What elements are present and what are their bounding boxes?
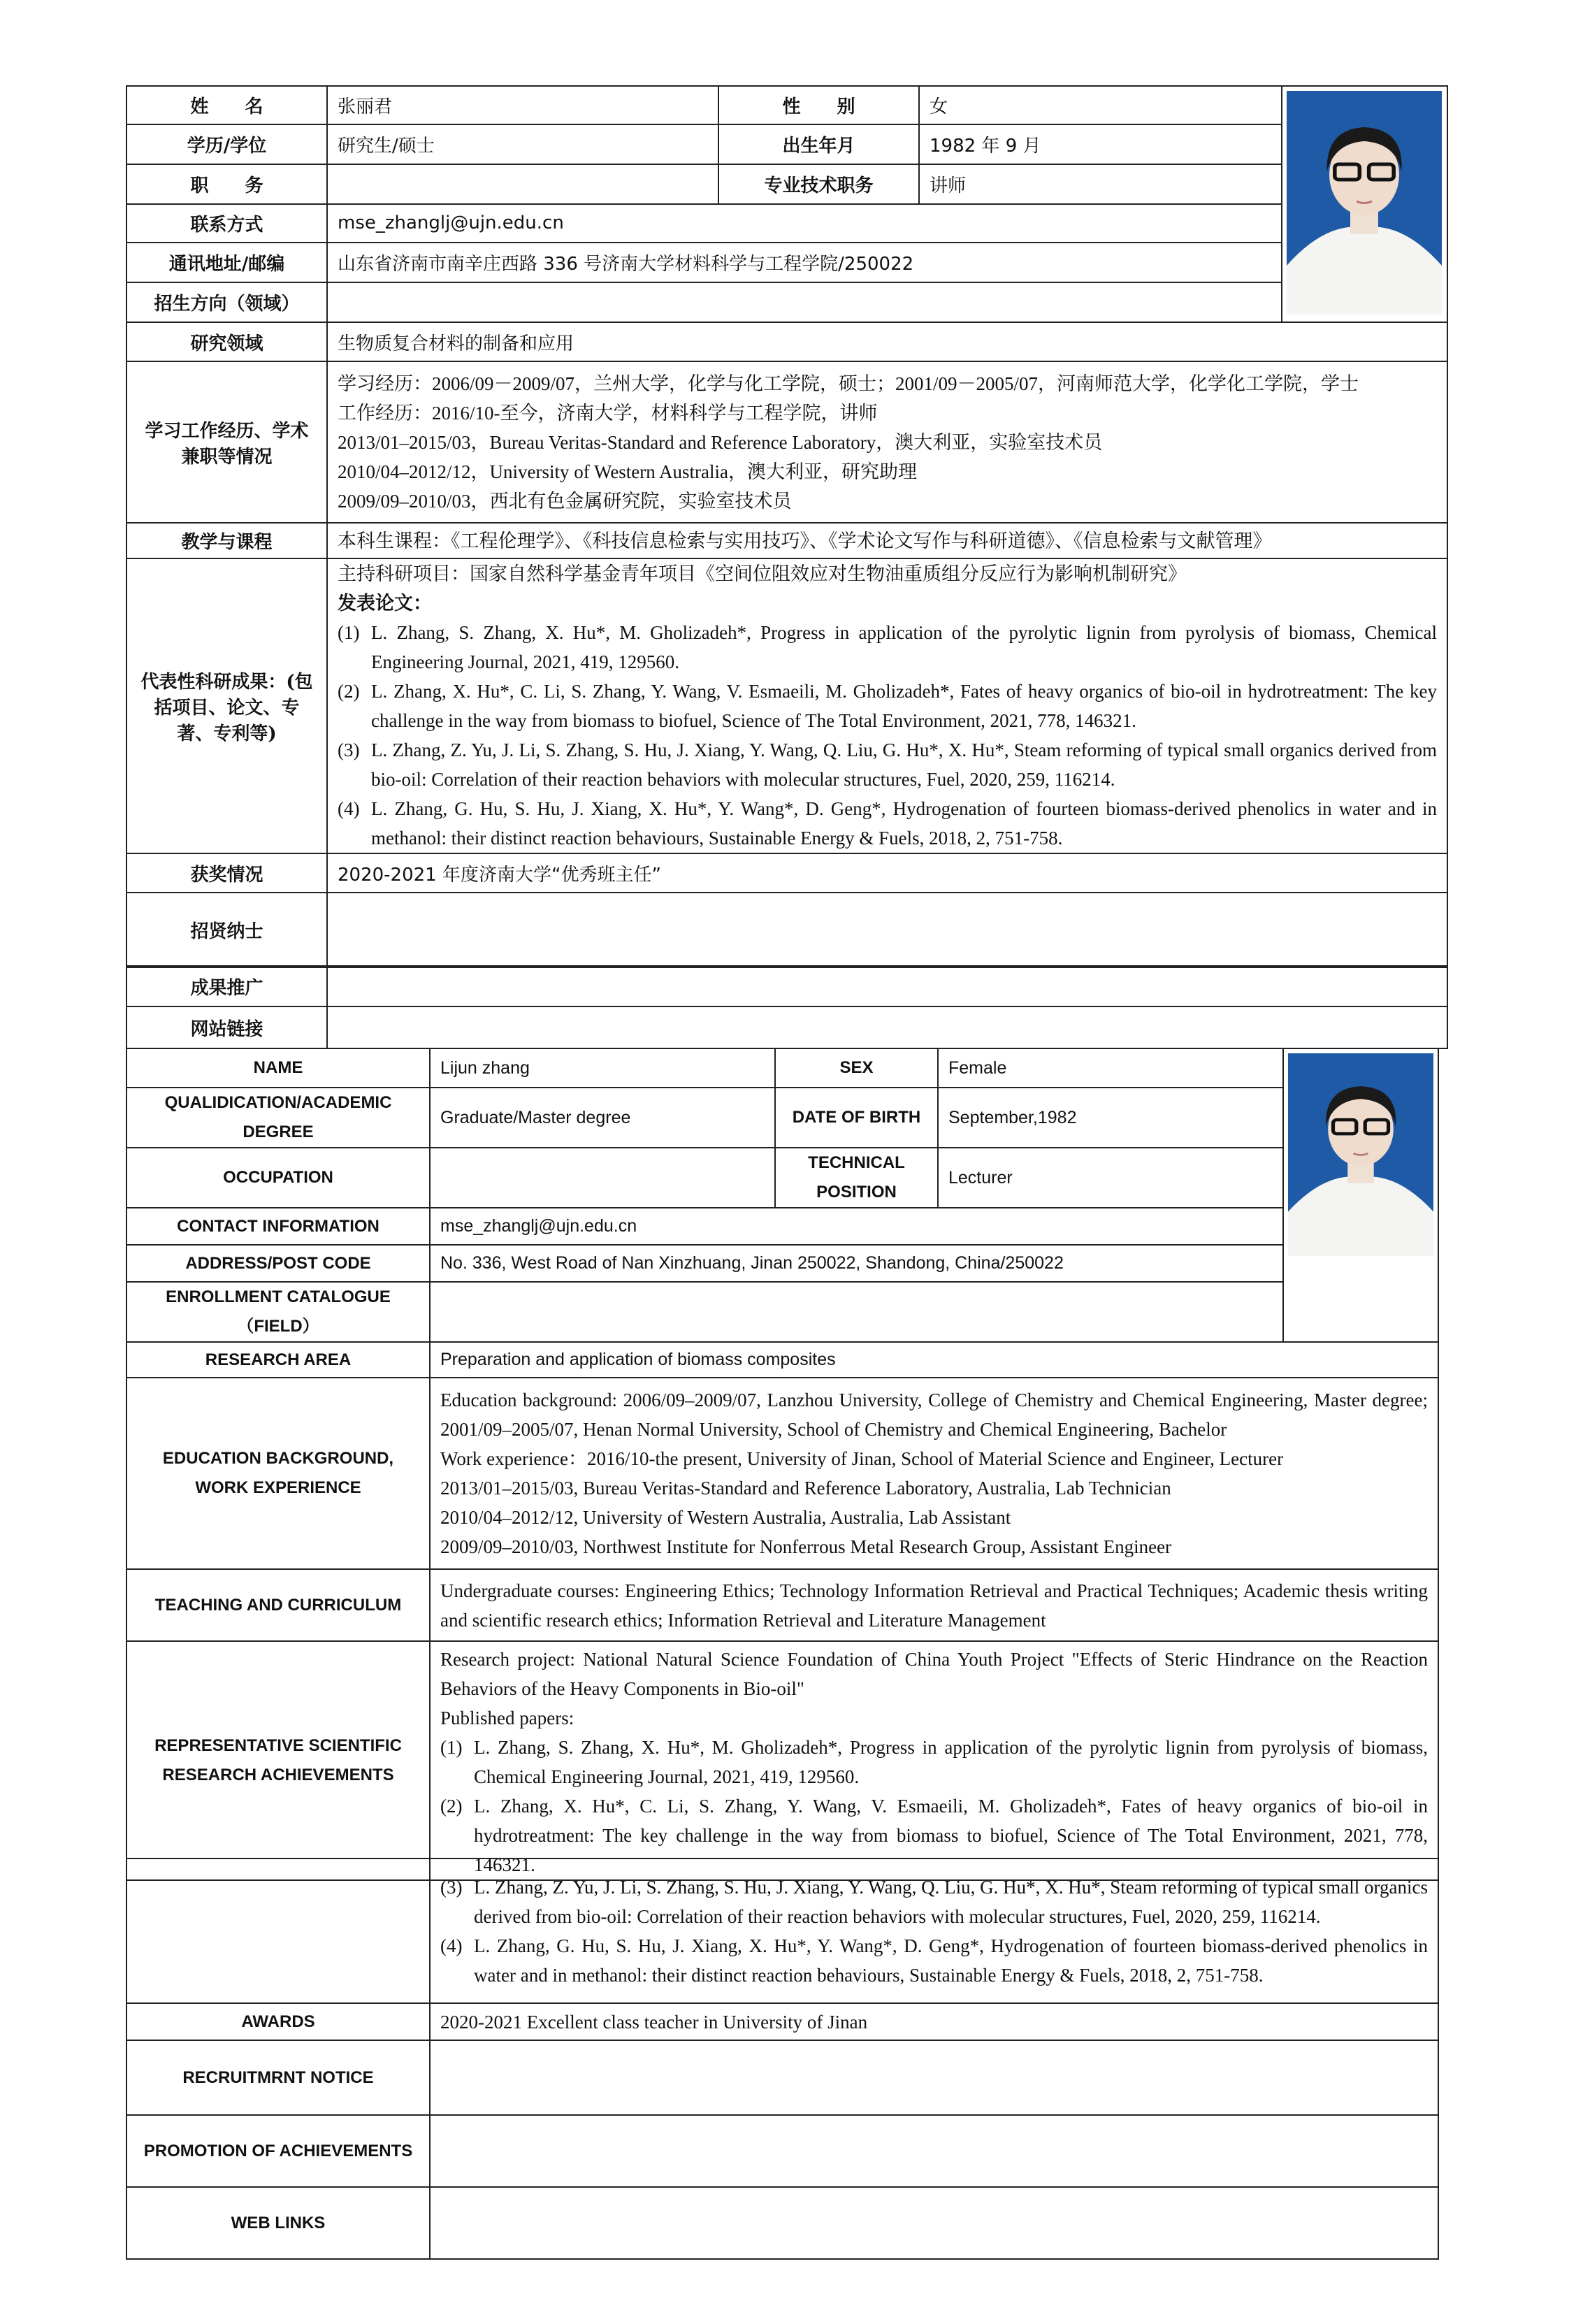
- en-promo: [430, 2115, 1438, 2187]
- cn-recruit-label: 招贤纳士: [126, 893, 327, 967]
- en-enroll-label: ENROLLMENT CATALOGUE（FIELD）: [126, 1282, 430, 1342]
- en-contact-label: CONTACT INFORMATION: [126, 1208, 430, 1245]
- cn-degree: 研究生/硕士: [327, 124, 718, 164]
- paper-number: (4): [440, 1935, 463, 1956]
- en-ach-continued-label: [126, 1859, 430, 2003]
- cn-address-label: 通讯地址/邮编: [126, 243, 327, 282]
- en-achievements: [430, 1641, 1438, 1880]
- paper-number: (2): [338, 681, 360, 702]
- en-papers-label: Published papers:: [440, 1708, 574, 1728]
- en-recruit-label: RECRUITMRNT NOTICE: [126, 2040, 430, 2115]
- paper-text: L. Zhang, X. Hu*, C. Li, S. Zhang, Y. Wang, V. Esmaeili, M. Gholizadeh*, Fates of heavy organics of bio-oil in hydrotreatment: The key challenge in the way from biomass to biofuel, Science of The Total Environment, 2021, 778, 146321.: [371, 681, 1437, 731]
- en-teach: Undergraduate courses: Engineering Ethics; Technology Information Retrieval and Practical Techniques; Academic thesis writing and scientific research ethics; Information Retrieval and Literature Management: [430, 1569, 1438, 1641]
- en-name-label: NAME: [126, 1048, 430, 1088]
- en-edu-label: EDUCATION BACKGROUND, WORK EXPERIENCE: [126, 1378, 430, 1569]
- paper-text: L. Zhang, S. Zhang, X. Hu*, M. Gholizadeh*, Progress in application of the pyrolytic lignin from pyrolysis of biomass, Chemical Engineering Journal, 2021, 419, 129560.: [474, 1737, 1428, 1787]
- en-post-label: OCCUPATION: [126, 1148, 430, 1208]
- en-tech: Lecturer: [938, 1148, 1283, 1208]
- en-edu-line: 2013/01–2015/03, Bureau Veritas-Standard and Reference Laboratory, Australia, Lab Technician: [440, 1478, 1171, 1499]
- cn-promo-label: 成果推广: [126, 966, 327, 1006]
- en-edu: [430, 1378, 1438, 1569]
- en-awards: 2020-2021 Excellent class teacher in University of Jinan: [430, 2003, 1438, 2040]
- en-ach-label: REPRESENTATIVE SCIENTIFIC RESEARCH ACHIEVEMENTS: [126, 1641, 430, 1880]
- en-teach-label: TEACHING AND CURRICULUM: [126, 1569, 430, 1641]
- en-address: No. 336, West Road of Nan Xinzhuang, Jinan 250022, Shandong, China/250022: [430, 1245, 1283, 1282]
- en-web: [430, 2187, 1438, 2259]
- cn-web-label: 网站链接: [126, 1006, 327, 1048]
- paper-text: L. Zhang, X. Hu*, C. Li, S. Zhang, Y. Wang, V. Esmaeili, M. Gholizadeh*, Fates of heavy organics of bio-oil in hydrotreatment: The key challenge in the way from biomass to biofuel, Science of The Total Environment, 2021, 778, 146321.: [474, 1796, 1428, 1875]
- cn-edu-line: 2010/04–2012/12，University of Western Australia，澳大利亚，研究助理: [338, 461, 918, 482]
- en-contact: mse_zhanglj@ujn.edu.cn: [430, 1208, 1283, 1245]
- paper-text: L. Zhang, G. Hu, S. Hu, J. Xiang, X. Hu*, Y. Wang*, D. Geng*, Hydrogenation of fourteen biomass-derived phenolics in water and in methanol: their distinct reaction behaviours, Sustainable Energy & Fuels, 2018, 2, 751-758.: [371, 798, 1437, 849]
- cn-name: 张丽君: [327, 86, 718, 124]
- paper-item: [440, 1931, 1428, 1990]
- en-post: [430, 1148, 775, 1208]
- en-edu-line: 2009/09–2010/03, Northwest Institute for Nonferrous Metal Research Group, Assistant Engineer: [440, 1536, 1172, 1557]
- cn-name-label: 姓 名: [126, 86, 327, 124]
- cn-achievements: [327, 558, 1447, 853]
- paper-number: (1): [338, 622, 360, 643]
- cn-table-links: [126, 965, 1448, 1049]
- cn-recruit: [327, 893, 1447, 967]
- cn-birth-label: 出生年月: [718, 124, 919, 164]
- cn-address: 山东省济南市南辛庄西路 336 号济南大学材料科学与工程学院/250022: [327, 243, 1282, 282]
- en-edu-line: Education background: 2006/09–2009/07, Lanzhou University, College of Chemistry and Chemical Engineering, Master degree; 2001/09–2005/07, Henan Normal University, School of Chemistry and Chemical Engineering, Bachelor: [440, 1390, 1428, 1440]
- cn-contact-label: 联系方式: [126, 204, 327, 243]
- paper-item: [338, 677, 1437, 735]
- en-research: Preparation and application of biomass composites: [430, 1342, 1438, 1378]
- en-project: Research project: National Natural Science Foundation of China Youth Project "Effects of Steric Hindrance on the Reaction Behaviors of the Heavy Components in Bio-oil": [440, 1649, 1428, 1699]
- cn-sex-label: 性 别: [718, 86, 919, 124]
- en-edu-line: Work experience：2016/10-the present, University of Jinan, School of Material Science and Engineer, Lecturer: [440, 1448, 1284, 1469]
- cn-tech-label: 专业技术职务: [718, 164, 919, 204]
- en-sex: Female: [938, 1048, 1283, 1088]
- cn-project: 主持科研项目：国家自然科学基金青年项目《空间位阻效应对生物油重质组分反应行为影响机制研究》: [338, 563, 1187, 584]
- en-promo-label: PROMOTION OF ACHIEVEMENTS: [126, 2115, 430, 2187]
- paper-number: (2): [440, 1796, 463, 1817]
- en-tech-label: TECHNICAL POSITION: [775, 1148, 938, 1208]
- cn-research: 生物质复合材料的制备和应用: [327, 322, 1447, 361]
- cn-sex: 女: [919, 86, 1282, 124]
- paper-item: [440, 1872, 1428, 1931]
- en-photo: [1283, 1048, 1438, 1342]
- paper-number: (3): [440, 1876, 463, 1898]
- cn-enroll-label: 招生方向（领域）: [126, 282, 327, 322]
- cn-edu-line: 工作经历：2016/10-至今，济南大学，材料科学与工程学院，讲师: [338, 402, 878, 424]
- cn-edu-line: 2013/01–2015/03，Bureau Veritas-Standard and Reference Laboratory，澳大利亚，实验室技术员: [338, 431, 1103, 453]
- cn-edu: [327, 361, 1447, 523]
- cn-post-label: 职 务: [126, 164, 327, 204]
- paper-number: (4): [338, 798, 360, 819]
- en-research-label: RESEARCH AREA: [126, 1342, 430, 1378]
- cn-web: [327, 1006, 1447, 1048]
- cn-ach-label: 代表性科研成果：(包括项目、论文、专著、专利等): [126, 558, 327, 853]
- cn-enroll: [327, 282, 1282, 322]
- cn-tech: 讲师: [919, 164, 1282, 204]
- cn-degree-label: 学历/学位: [126, 124, 327, 164]
- cn-edu-label: 学习工作经历、学术兼职等情况: [126, 361, 327, 523]
- paper-item: [338, 618, 1437, 677]
- paper-text: L. Zhang, S. Zhang, X. Hu*, M. Gholizadeh*, Progress in application of the pyrolytic lignin from pyrolysis of biomass, Chemical Engineering Journal, 2021, 419, 129560.: [371, 622, 1437, 672]
- cn-teach-label: 教学与课程: [126, 523, 327, 558]
- cn-awards-label: 获奖情况: [126, 853, 327, 893]
- en-enroll: [430, 1282, 1283, 1342]
- cn-promo: [327, 966, 1447, 1006]
- paper-text: L. Zhang, G. Hu, S. Hu, J. Xiang, X. Hu*, Y. Wang*, D. Geng*, Hydrogenation of fourteen biomass-derived phenolics in water and in methanol: their distinct reaction behaviours, Sustainable Energy & Fuels, 2018, 2, 751-758.: [474, 1935, 1428, 1986]
- en-degree: Graduate/Master degree: [430, 1088, 775, 1148]
- en-table-continued: [126, 1858, 1439, 2260]
- cn-research-label: 研究领域: [126, 322, 327, 361]
- paper-number: (1): [440, 1737, 463, 1758]
- cn-birth: 1982 年 9 月: [919, 124, 1282, 164]
- paper-number: (3): [338, 739, 360, 760]
- en-achievements-continued: [430, 1859, 1438, 2003]
- en-web-label: WEB LINKS: [126, 2187, 430, 2259]
- en-degree-label: QUALIDICATION/ACADEMIC DEGREE: [126, 1088, 430, 1148]
- cn-edu-line: 学习经历：2006/09－2009/07，兰州大学，化学与化工学院，硕士；2001/09－2005/07，河南师范大学，化学化工学院，学士: [338, 373, 1359, 394]
- paper-text: L. Zhang, Z. Yu, J. Li, S. Zhang, S. Hu, J. Xiang, Y. Wang, Q. Liu, G. Hu*, X. Hu*, Steam reforming of typical small organics derived from bio-oil: Correlation of their reaction behaviors with molecular structures, Fuel, 2020, 259, 116214.: [474, 1876, 1428, 1927]
- paper-text: L. Zhang, Z. Yu, J. Li, S. Zhang, S. Hu, J. Xiang, Y. Wang, Q. Liu, G. Hu*, X. Hu*, Steam reforming of typical small organics derived from bio-oil: Correlation of their reaction behaviors with molecular structures, Fuel, 2020, 259, 116214.: [371, 739, 1437, 790]
- en-table-main: [126, 1048, 1439, 1881]
- cn-awards: 2020-2021 年度济南大学“优秀班主任”: [327, 853, 1447, 893]
- en-birth: September,1982: [938, 1088, 1283, 1148]
- cn-table-main: [126, 85, 1448, 968]
- paper-item: [338, 794, 1437, 853]
- en-name: Lijun zhang: [430, 1048, 775, 1088]
- cn-post: [327, 164, 718, 204]
- en-edu-line: 2010/04–2012/12, University of Western Australia, Australia, Lab Assistant: [440, 1507, 1011, 1528]
- paper-item: [338, 735, 1437, 794]
- cn-contact: mse_zhanglj@ujn.edu.cn: [327, 204, 1282, 243]
- cn-teach: 本科生课程：《工程伦理学》、《科技信息检索与实用技巧》、《学术论文写作与科研道德》、《信息检索与文献管理》: [327, 523, 1447, 558]
- en-sex-label: SEX: [775, 1048, 938, 1088]
- paper-item: [440, 1733, 1428, 1791]
- cn-photo: [1282, 86, 1447, 322]
- en-recruit: [430, 2040, 1438, 2115]
- en-address-label: ADDRESS/POST CODE: [126, 1245, 430, 1282]
- en-awards-label: AWARDS: [126, 2003, 430, 2040]
- cn-edu-line: 2009/09–2010/03，西北有色金属研究院，实验室技术员: [338, 490, 792, 512]
- en-birth-label: DATE OF BIRTH: [775, 1088, 938, 1148]
- cn-papers-label: 发表论文：: [338, 593, 432, 614]
